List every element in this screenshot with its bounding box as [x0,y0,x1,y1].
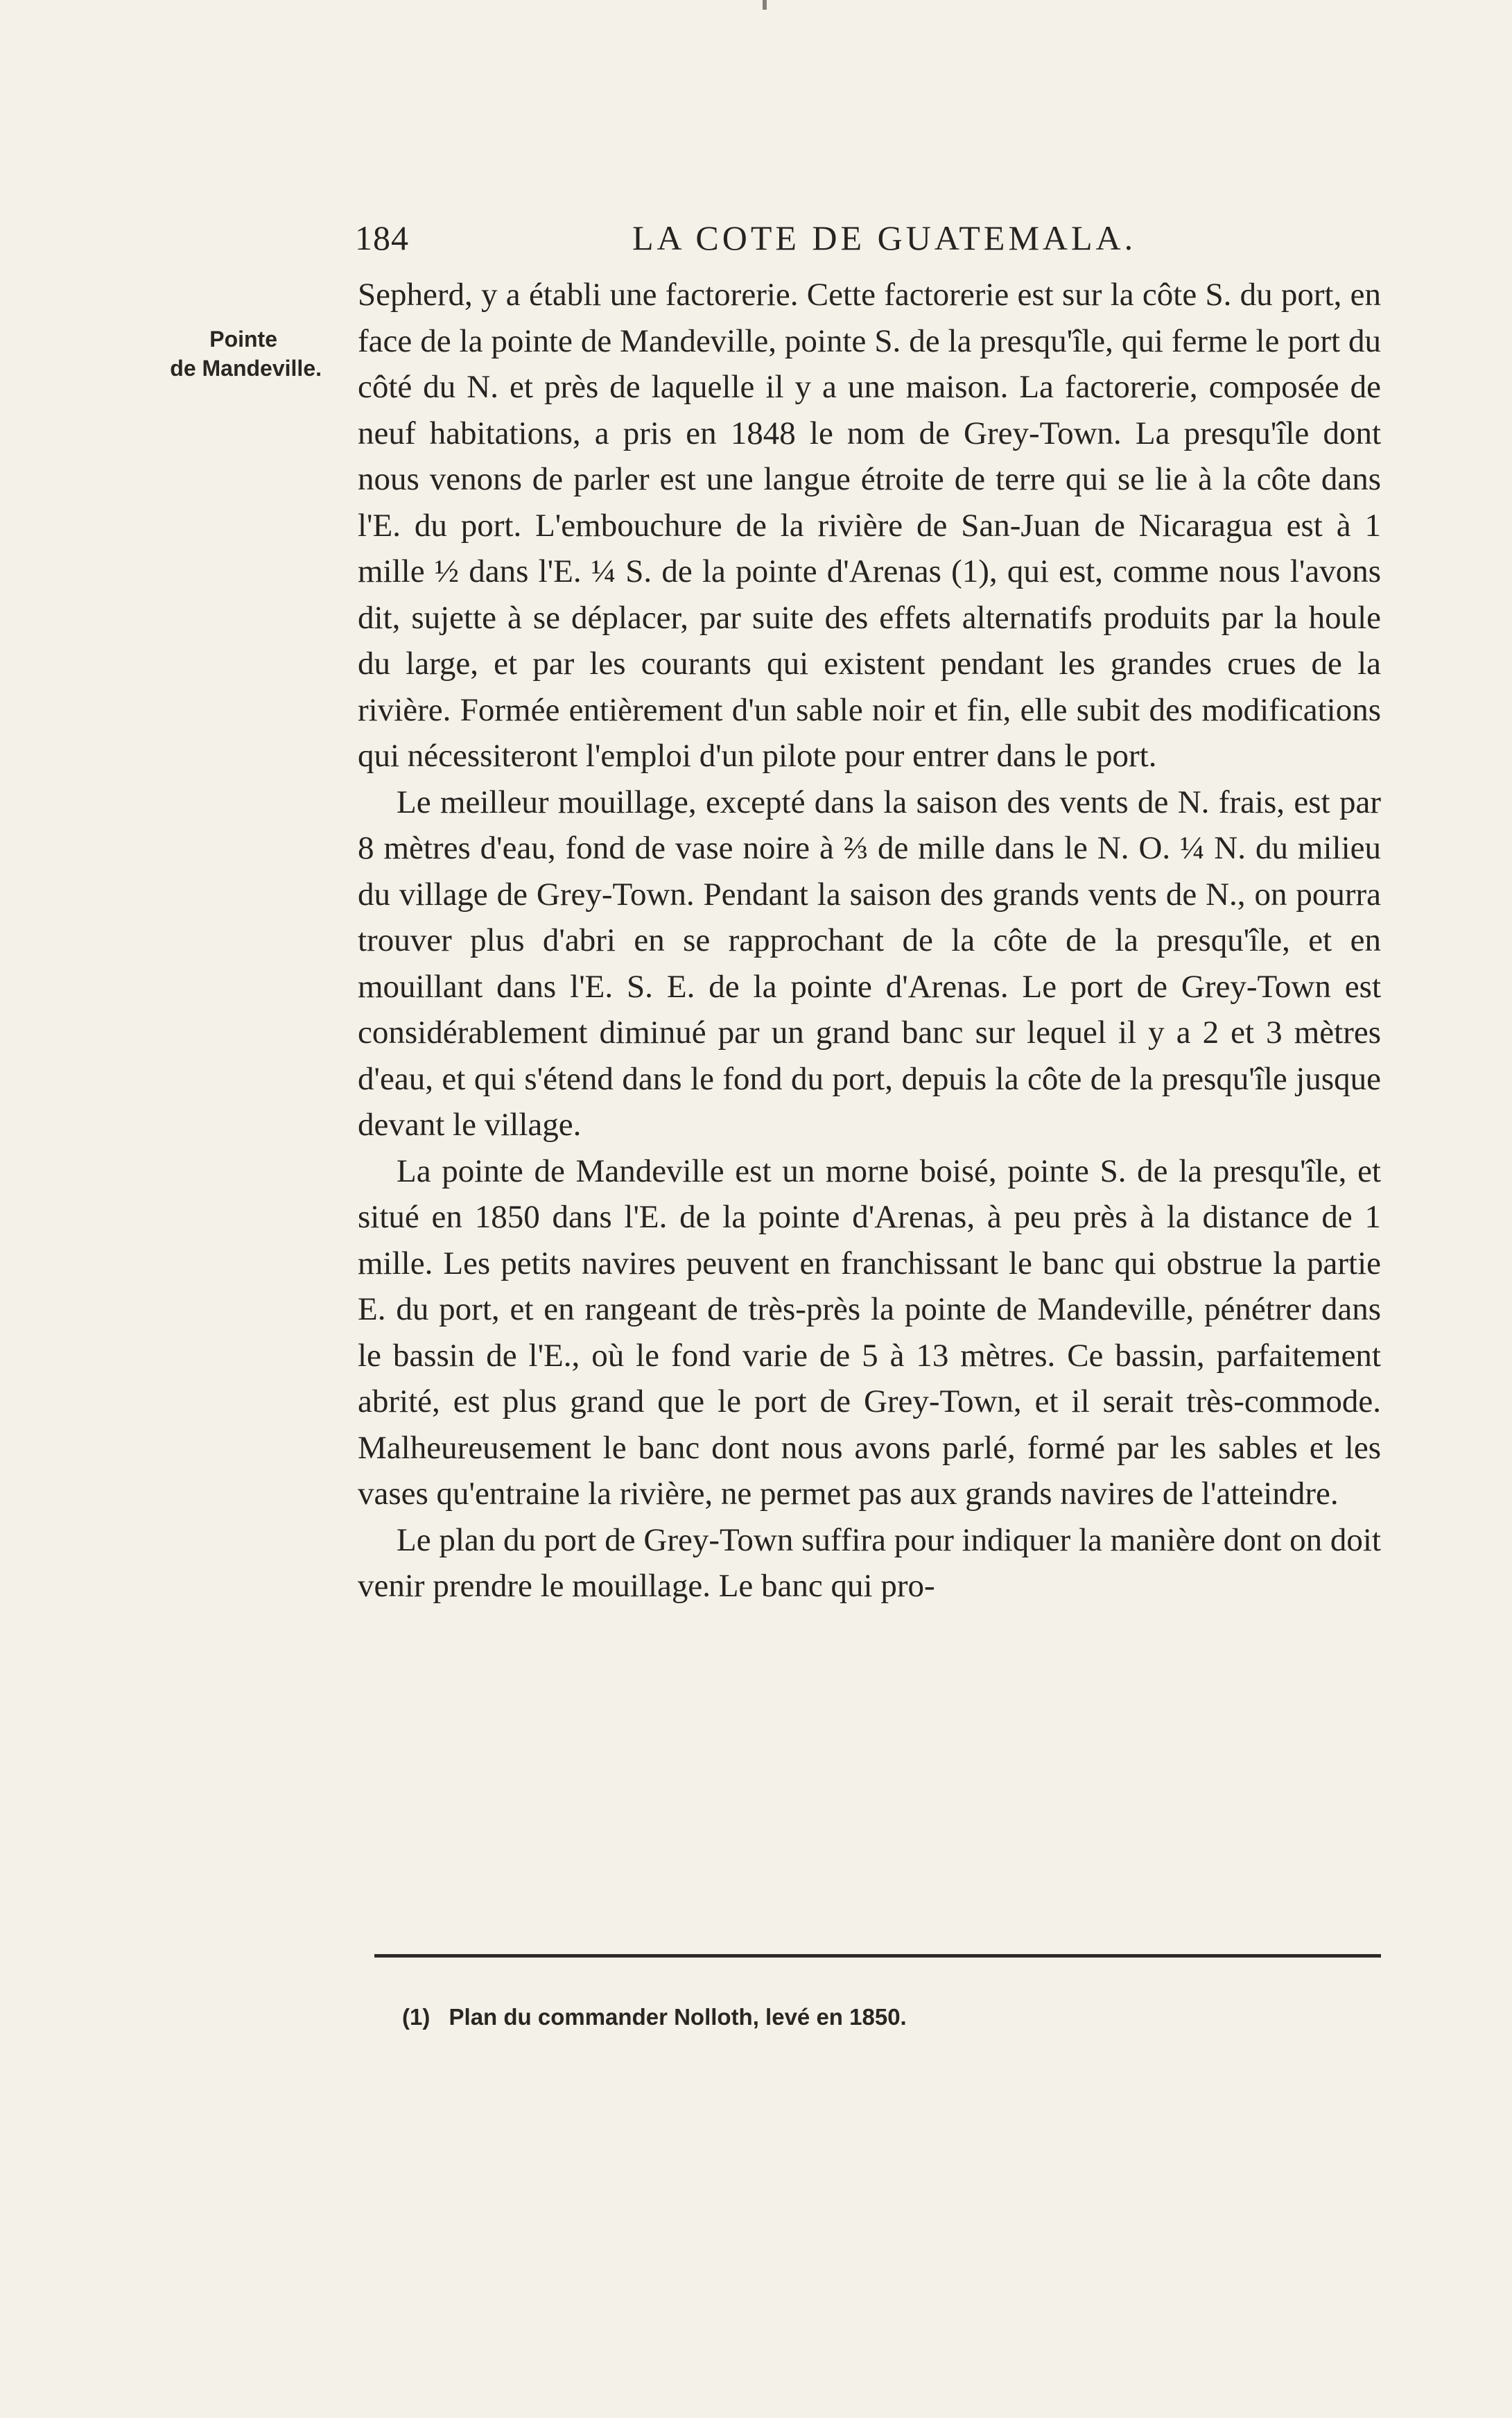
footnote-rule [374,1954,1381,1958]
footnote [402,2004,1373,2030]
page-number: 184 [355,218,409,257]
paragraph: Sepherd, y a établi une factorerie. Cette factorerie est sur la côte S. du port, en face de la pointe de Mandeville, pointe S. de la presqu'île, qui ferme le port du côté du N. et près de laquelle il y a une maison. La factorerie, composée de neuf habitations, a pris en 1848 le nom de Grey-Town. La presqu'île dont nous venons de parler est une langue étroite de terre qui se lie à la côte dans l'E. du port. L'embouchure de la rivière de San-Juan de Nicaragua est à 1 mille ½ dans l'E. ¼ S. de la pointe d'Arenas (1), qui est, comme nous l'avons dit, sujette à se déplacer, par suite des effets alternatifs produits par la houle du large, et par les courants qui existent pendant les grandes crues de la rivière. Formée entièrement d'un sable noir et fin, elle subit des modifications qui nécessiteront l'emploi d'un pilote pour entrer dans le port. [358,277,1381,774]
running-title: LA COTE DE GUATEMALA. [632,218,1137,257]
footnote-text: Plan du commander Nolloth, levé en 1850. [449,2004,907,2030]
ink-speck [763,0,767,10]
body-text [358,272,1381,1609]
running-header [355,208,1381,270]
margin-note [139,325,326,383]
paragraph: Le plan du port de Grey-Town suffira pour indiquer la manière dont on doit venir prendre le mouillage. Le banc qui pro- [358,1521,1381,1604]
margin-note-line-1: Pointe [209,327,277,352]
margin-note-line-2: de Mandeville. [170,356,322,381]
footnote-marker: (1) [402,2004,431,2030]
paragraph: La pointe de Mandeville est un morne boisé, pointe S. de la presqu'île, et situé en 1850 dans l'E. de la pointe d'Arenas, à peu près à la distance de 1 mille. Les petits navires peuvent en franchissant le banc qui obstrue la partie E. du port, et en rangeant de très-près la pointe de Mandeville, pénétrer dans le bassin de l'E., où le fond varie de 5 à 13 mètres. Ce bassin, parfaitement abrité, est plus grand que le port de Grey-Town, et il serait très-commode. Malheureusement le banc dont nous avons parlé, formé par les sables et les vases qu'entraine la rivière, ne permet pas aux grands navires de l'atteindre. [358,1152,1381,1512]
paragraph: Le meilleur mouillage, excepté dans la saison des vents de N. frais, est par 8 mètres d'eau, fond de vase noire à ⅔ de mille dans le N. O. ¼ N. du milieu du village de Grey-Town. Pendant la saison des grands vents de N., on pourra trouver plus d'abri en se rapprochant de la côte de la presqu'île, et en mouillant dans l'E. S. E. de la pointe d'Arenas. Le port de Grey-Town est considérablement diminué par un grand banc sur lequel il y a 2 et 3 mètres d'eau, et qui s'étend dans le fond du port, depuis la côte de la presqu'île jusque devant le village. [358,784,1381,1143]
